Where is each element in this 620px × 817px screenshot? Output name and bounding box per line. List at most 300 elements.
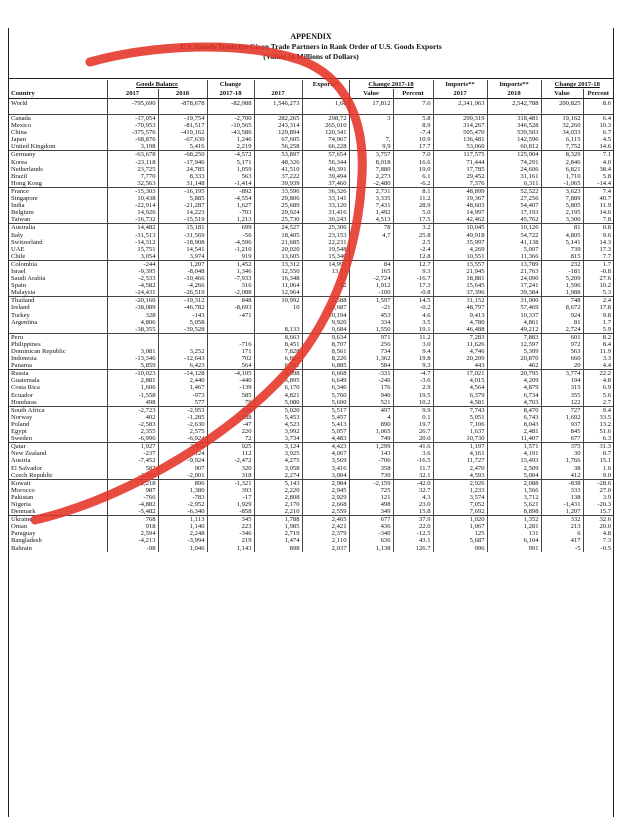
value-cell: 243,314 (254, 122, 302, 129)
value-cell: 328 (107, 312, 158, 319)
value-cell: 10,730 (433, 435, 487, 443)
value-cell: -16.7 (393, 275, 433, 282)
value-cell: 1,492 (349, 209, 393, 216)
value-cell: 14,223 (158, 209, 207, 216)
table-row (9, 99, 613, 109)
value-cell: 8,226 (302, 355, 349, 362)
value-cell: -14.4 (583, 180, 613, 188)
value-cell: 1,766 (541, 457, 583, 464)
value-cell: -20,160 (107, 297, 158, 305)
value-cell: 49,391 (302, 166, 349, 173)
table-row (9, 487, 613, 494)
value-cell: 5,051 (433, 414, 487, 421)
value-cell: -340 (349, 530, 393, 537)
value-cell: -246 (349, 377, 393, 384)
value-cell: 940 (349, 392, 393, 399)
value-cell: 3,623 (541, 187, 583, 195)
value-cell: 10,438 (107, 195, 158, 202)
value-cell: 3,335 (349, 195, 393, 202)
table-row (9, 268, 613, 275)
value-cell: 13,605 (254, 253, 302, 261)
value-cell: 4,593 (433, 472, 487, 480)
value-cell: 1,988 (541, 289, 583, 297)
value-cell: -2,533 (107, 275, 158, 282)
value-cell: 5,171 (207, 159, 254, 166)
value-cell: 2,440 (158, 377, 207, 384)
value-cell: 2,668 (302, 501, 349, 508)
appendix-page (8, 28, 614, 817)
value-cell: 8,329 (541, 151, 583, 159)
country-cell: Kuwait (9, 479, 107, 487)
value-cell: 3,992 (254, 428, 302, 435)
value-cell: 19,162 (541, 115, 583, 123)
value-cell: 7,376 (433, 180, 487, 188)
value-cell: 23,725 (107, 166, 158, 173)
table-row (9, 501, 613, 508)
value-cell: 727 (541, 406, 583, 414)
value-cell: 265,010 (302, 122, 349, 129)
value-cell: -38,089 (107, 304, 158, 311)
value-cell: 17.3 (583, 246, 613, 253)
value-cell: 5.8 (583, 173, 613, 180)
value-cell: 48,603 (433, 202, 487, 209)
value-cell: 5.3 (583, 289, 613, 297)
value-cell: 6,104 (487, 537, 541, 544)
country-cell: Qatar (9, 443, 107, 451)
value-cell: 436 (349, 523, 393, 530)
value-cell: 25,730 (254, 216, 302, 224)
table-row (9, 370, 613, 378)
value-cell: 1.6 (583, 465, 613, 472)
table-row (9, 450, 613, 457)
table-row (9, 516, 613, 524)
value-cell: 20 (541, 362, 583, 370)
value-cell: -12,643 (158, 355, 207, 362)
value-cell: -19,754 (158, 115, 207, 123)
value-cell: 5.9 (583, 326, 613, 334)
value-cell: 8,451 (254, 341, 302, 348)
table-row (9, 443, 613, 451)
value-cell: 49,212 (487, 326, 541, 334)
value-cell: 142,596 (487, 136, 541, 143)
value-cell: 890 (349, 421, 393, 428)
value-cell: 2,355 (107, 428, 158, 435)
value-cell: 1,627 (207, 202, 254, 209)
value-cell: -23,118 (107, 159, 158, 166)
value-cell: 2.7 (583, 399, 613, 407)
value-cell: 9,684 (302, 326, 349, 334)
value-cell: 9.4 (393, 348, 433, 355)
value-cell: -31,569 (158, 232, 207, 239)
value-cell: 971 (349, 333, 393, 341)
value-cell: 129,894 (254, 129, 302, 136)
value-cell: -4,213 (107, 537, 158, 544)
value-cell: 7,743 (433, 406, 487, 414)
value-cell: 2,731 (349, 187, 393, 195)
value-cell: -68,876 (107, 136, 158, 143)
value-cell: 52,522 (487, 187, 541, 195)
value-cell: -1,558 (107, 392, 158, 399)
country-cell: Egypt (11, 428, 27, 436)
value-cell: -2,583 (107, 421, 158, 428)
value-cell: 1,143 (207, 545, 254, 552)
value-cell: -67,630 (158, 136, 207, 143)
value-cell: 5,020 (254, 406, 302, 414)
value-cell: 1,065 (349, 428, 393, 435)
value-cell: 6,301 (254, 362, 302, 370)
table-row (9, 472, 613, 480)
value-cell: 412 (541, 472, 583, 480)
value-cell: -39,528 (158, 326, 207, 334)
table-row (9, 159, 613, 166)
value-cell: -9,395 (107, 268, 158, 275)
value-cell: 314,267 (433, 122, 487, 129)
table-row (9, 260, 613, 268)
value-cell: -2,630 (158, 421, 207, 428)
value-cell: 10,992 (254, 297, 302, 305)
value-cell: 4.8 (583, 530, 613, 537)
value-cell: 11,064 (254, 282, 302, 289)
value-cell: 32.7 (393, 487, 433, 494)
value-cell: 5,143 (254, 479, 302, 487)
value-cell: -3.6 (393, 377, 433, 384)
value-cell: 51.6 (583, 428, 613, 435)
value-cell: 11,727 (433, 457, 487, 464)
value-cell: 125,904 (487, 151, 541, 159)
value-cell: 16.6 (393, 159, 433, 166)
value-cell: 18,881 (433, 275, 487, 282)
value-cell: 6,311 (487, 180, 541, 188)
value-cell: 67,605 (254, 136, 302, 143)
value-cell: 25,689 (254, 202, 302, 209)
value-cell: 7.3 (583, 537, 613, 544)
country-cell: Singapore (11, 195, 38, 203)
value-cell: 1,692 (541, 414, 583, 421)
value-cell: -766 (107, 494, 158, 501)
value-cell: -6,924 (158, 435, 207, 443)
value-cell: 1,912 (349, 282, 393, 289)
value-cell: 13,312 (254, 260, 302, 268)
value-cell: 4,7 (349, 232, 393, 239)
country-cell: Ukraine (9, 516, 107, 524)
value-cell: 2,170 (254, 501, 302, 508)
value-cell: 2,929 (302, 494, 349, 501)
value-cell: 2,274 (254, 472, 302, 480)
value-cell: 12.7 (393, 260, 433, 268)
value-cell: 31,152 (433, 297, 487, 305)
country-cell: Brazil (11, 172, 28, 180)
value-cell: 6,998 (254, 370, 302, 378)
value-cell: 1,596 (541, 282, 583, 289)
value-cell: -230 (207, 406, 254, 414)
country-cell: Oman (11, 523, 28, 531)
value-cell: 27.0 (583, 487, 613, 494)
value-cell: 677 (349, 516, 393, 524)
table-row (9, 494, 613, 501)
value-cell: 1,207 (541, 508, 583, 516)
value-cell (207, 333, 254, 341)
value-cell: 584 (349, 362, 393, 370)
value-cell: -31,513 (107, 232, 158, 239)
value-cell: 1,140 (158, 523, 207, 530)
value-cell: 0.8 (583, 224, 613, 232)
value-cell: -24,431 (107, 289, 158, 297)
value-cell: 3,416 (302, 465, 349, 472)
value-cell: 8,663 (254, 333, 302, 341)
value-cell: 2,421 (302, 523, 349, 530)
value-cell: 4,067 (302, 450, 349, 457)
value-cell: 17,785 (433, 166, 487, 173)
value-cell: 5,621 (487, 501, 541, 508)
value-cell: 37,460 (302, 180, 349, 188)
value-cell: 2,559 (302, 508, 349, 516)
value-cell: 1,067 (433, 523, 487, 530)
value-cell: 937 (541, 421, 583, 428)
value-cell: 601 (541, 333, 583, 341)
exports-2017-header (254, 80, 302, 89)
value-cell: 2,195 (541, 209, 583, 216)
value-cell: 996 (433, 545, 487, 552)
value-cell: 0.7 (583, 450, 613, 457)
value-cell: 10.9 (393, 136, 433, 143)
table-row (9, 428, 613, 435)
value-cell: 126.7 (393, 545, 433, 552)
value-cell: -1,431 (541, 501, 583, 508)
value-cell: 9.8 (583, 312, 613, 319)
value-cell: 194 (541, 377, 583, 384)
value-cell: 41,510 (254, 166, 302, 173)
value-cell: 1,113 (158, 516, 207, 524)
value-cell: -331 (349, 370, 393, 378)
value-cell: -892 (207, 187, 254, 195)
table-row (9, 384, 613, 391)
value-cell (254, 312, 302, 319)
value-cell: 5,687 (433, 537, 487, 544)
table-row (9, 414, 613, 421)
value-cell: 3,569 (302, 457, 349, 464)
value-cell: 3,574 (433, 494, 487, 501)
value-cell: 15.7 (583, 508, 613, 516)
country-cell: India (11, 202, 25, 210)
table-row (9, 224, 613, 232)
table-row (9, 275, 613, 282)
value-cell: -237 (107, 450, 158, 457)
value-cell: -4,105 (207, 370, 254, 378)
value-cell: 15,340 (302, 253, 349, 261)
value-cell: 4,191 (487, 450, 541, 457)
value-cell: 15.1 (583, 457, 613, 464)
value-cell: 5.6 (583, 392, 613, 399)
value-cell: -795,690 (107, 99, 158, 109)
value-cell: 29,924 (254, 209, 302, 216)
value-cell: 5,058 (158, 319, 207, 326)
value-cell: -2,952 (158, 501, 207, 508)
value-cell: 2,210 (254, 508, 302, 516)
value-cell: 8,707 (302, 341, 349, 348)
country-cell: Morocco (11, 486, 35, 494)
value-cell: 497 (349, 406, 393, 414)
value-cell: 7, (349, 136, 393, 143)
value-cell: 46,488 (433, 326, 487, 334)
value-cell: 171 (207, 348, 254, 355)
country-cell: Peru (9, 333, 107, 341)
value-cell: 223 (207, 523, 254, 530)
table-row (9, 115, 613, 123)
country-cell: Bangladesh (11, 537, 42, 545)
value-cell: 2,852 (158, 443, 207, 451)
value-cell: 28.9 (393, 202, 433, 209)
value-cell: 848 (207, 297, 254, 305)
value-cell: 48,326 (254, 159, 302, 166)
value-cell: 66,228 (302, 143, 349, 151)
value-cell: 316 (207, 282, 254, 289)
value-cell: 702 (207, 355, 254, 362)
value-cell: 78 (349, 224, 393, 232)
value-cell: 4,703 (487, 399, 541, 407)
value-cell: 19.8 (393, 355, 433, 362)
value-cell: 3.9 (583, 494, 613, 501)
value-cell: 9.3 (393, 268, 433, 275)
table-row (9, 479, 613, 487)
country-cell: Italy (11, 231, 24, 239)
value-cell: 725 (349, 487, 393, 494)
value-cell: 21,763 (487, 268, 541, 275)
trade-table: Goods Balance Change Exports* Change 2017-18 Imports** Imports** Change 2017-18 Country 2017 2018 2017-18 2017 Value Percent 2017 2018 Value Percent World -795,690 -878,678 -82,988 1,546,273 1,66 17,812 7.6 2,341,963 2,542,788 200,825 8.6 Canada -17,054 -19,754 -2,700 282,265 298,72 3 5.8 299,319 318,481 19,162 6.4 Mexico -70,953 -81,517 -10,565 243,314 265,010 8.9 314,267 346,528 32,260 10.3 China -375,576 -419,162 -43,586 129,894 120,341 -7.4 505,470 539,503 34,033 6.7 Japan -68,876 -67,630 1,246 67,605 74,967 7, 10.9 136,481 142,596 6,115 4.5 United Kingdom 3,198 5,416 2,219 56,258 66,228 9,9 17.7 53,060 60,812 7,752 14.6 Germany -63,678 -68,250 -4,572 53,897 57,654 3,757 7.0 117,575 125,904 8,329 7.1 Korea -23,118 -17,946 5,171 48,326 56,344 8,018 16.6 71,444 74,291 2,846 4.0 Netherlands 23,725 24,785 1,059 41,510 49,391 7,880 19.0 17,785 24,606 6,821 38.4 Brazil 7,770 8,333 563 37,222 39,494 2,273 6.1 29,452 31,161 1,710 5.8 Hong Kong 32,563 31,148 -1,414 39,939 37,460 -2,480 -6.2 7,376 6,311 -1,065 -14.4 France -15,303 -16,195 -892 33,596 36,326 2,731 8.1 48,899 52,522 3,623 7.4 Singapore 10,438 5,885 -4,554 29,806 33,141 3,335 11.2 19,367 27,256 7,889 40.7 India -22,914 -21,287 1,627 25,689 33,120 7,431 28.9 48,603 54,407 5,805 11.9 Belgium 14,926 14,223 -703 29,924 31,416 1,492 5.0 14,997 17,193 2,195 14.6 Taiwan -16,732 -15,519 1,213 25,730 30,243 4,513 17.5 42,462 45,762 3,300 7.8 Australia 14,482 15,181 699 24,527 25,306 78 3.2 10,045 10,126 81 0.8 Italy -31,513 -31,569 -56 18,405 23,153 4,7 25.8 49,918 54,722 4,805 9.6 Switzerland -14,312 -18,908 -4,596 21,685 22,231 2.5 35,997 41,138 5,141 14.3 UAE 15,751 14,541 -1,210 20,020 19,548 -2.4 4,269 5,007 739 17.3 Chile 3,054 3,974 919 13,605 15,340 12.8 10,551 11,366 815 7.7 Colombia -244 1,207 1,452 13,312 14,996 84 12.7 13,557 13,789 232 1.7 Israel -9,395 -8,048 1,346 12,550 13,71 165 9.3 21,945 21,763 -181 -0.8 Saudi Arabia -2,533 -10,466 -7,933 16,348 13 -2,724 -16.7 18,881 24,090 5,209 27.6 Spain -4,582 -4,266 316 11,064 12 1,912 17.3 15,645 17,241 1,596 10.2 Malaysia -24,431 -26,519 -2,088 12,964 -100 -0.8 37,396 39,384 1,988 5.3 Thailand -20,160 -19,312 848 10,992 2,588 1,597 14.5 31,152 31,900 748 2.4 Ireland -38,089 -46,782 -8,693 10 10,687 -21 -0.2 48,797 57,469 8,672 17.8 Turkey 328 -143 -471 10,194 453 4.6 9,413 10,337 924 9.8 Argentina 4,806 5,058 9,920 334 3.5 4,780 4,861 81 1.7 -38,355 -39,528 8,133 9,684 1,550 19.1 46,488 49,212 2,724 5.9 Peru 8,663 9,634 971 11.2 7,283 7,883 601 8.2 Philippines -716 8,451 8,707 256 3.0 11,626 12,597 972 8.4 Dominican Republic 3,081 3,252 171 7,828 8,561 734 9.4 4,746 5,309 563 11.9 Indonesia -13,346 -12,643 702 6,864 8,226 1,362 19.8 20,209 20,870 660 3.3 Panama 5,859 6,423 564 6,301 6,885 584 9.3 443 462 20 4.4 Russia -10,023 -14,128 -4,105 6,998 6,668 -331 -4.7 17,021 20,795 3,774 22.2 Guatemala 2,881 2,440 -440 6,895 6,649 -246 -3.6 4,015 4,209 194 4.8 Costa Rica 1,606 1,467 -139 6,170 6,346 176 2.9 4,564 4,879 315 6.9 Ecuador -1,558 -973 585 4,821 5,760 940 19.5 6,379 6,734 355 5.6 Honduras 498 577 79 5,080 5,600 521 10.2 4,581 4,703 122 2.7 South Africa -2,723 -2,953 -230 5,020 5,517 497 9.9 7,743 8,470 727 9.4 Norway 402 -1,285 -1,688 5,453 5,457 4 0.1 5,051 6,743 1,692 33.5 Poland -2,583 -2,630 -47 4,523 5,413 890 19.7 7,106 8,043 937 13.2 Egypt 2,355 2,575 220 3,992 5,057 1,065 26.7 1,637 2,481 845 51.6 Sweden -6,996 -6,924 72 3,734 4,483 749 20.0 10,730 11,407 677 6.3 Qatar 1,927 2,852 925 3,124 4,423 1,299 41.6 1,197 1,571 375 31.3 New Zealand -237 -124 112 3,925 4,067 143 3.6 4,161 4,191 30 0.7 Austria -7,452 -9,924 -2,472 4,275 3,569 -706 -16.5 11,727 13,493 1,766 15.1 El Salvador 587 907 320 3,058 3,416 358 11.7 2,470 2,509 38 1.6 Czech Republic -2,319 -2,001 318 2,274 3,004 730 32.1 4,593 5,004 412 9.0 Kuwait 2,218 896 -1,321 5,143 2,984 -2,159 -42.0 2,926 2,088 -838 -28.6 Morocco 987 1,380 393 2,220 2,945 725 32.7 1,233 1,566 333 27.0 Pakistan -766 -783 -17 2,808 2,929 121 4.3 3,574 3,712 138 3.9 Nigeria -4,882 -2,952 1,929 2,170 2,668 498 23.0 7,052 5,621 -1,431 -20.3 Denmark -5,482 -6,340 -858 2,210 2,559 349 15.8 7,692 8,898 1,207 15.7 Ukraine 768 1,113 345 1,788 2,465 677 37.9 1,020 1,352 332 32.6 Oman 918 1,140 223 1,985 2,421 436 22.0 1,067 1,281 213 20.0 Paraguay 2,594 2,248 -346 2,719 2,379 -340 -12.5 125 131 6 4.8 Bangladesh -4,213 -3,994 219 1,474 2,110 636 43.1 5,687 6,104 417 7.3 Bahrain -98 1,046 1,143 898 2,037 1,138 126.7 996 991 -5 -0.5 (11, 81, 612, 552)
value-cell: 739 (541, 246, 583, 253)
country-cell: Paraguay (11, 530, 36, 538)
value-cell: -7.4 (393, 129, 433, 136)
value-cell: 5,453 (254, 414, 302, 421)
value-cell: -124 (158, 450, 207, 457)
value-cell: 8.9 (393, 122, 433, 129)
value-cell: 19.5 (393, 392, 433, 399)
value-cell: 9,9 (349, 143, 393, 151)
value-cell: -3,994 (158, 537, 207, 544)
value-cell: 0.1 (393, 414, 433, 421)
value-cell: 1,233 (433, 487, 487, 494)
value-cell: -703 (207, 209, 254, 216)
value-cell: 1,710 (541, 173, 583, 180)
value-cell: 27,256 (487, 195, 541, 202)
value-cell: 4,269 (433, 246, 487, 253)
value-cell: 9.6 (583, 232, 613, 239)
value-cell: -22,914 (107, 202, 158, 209)
value-cell: 220 (207, 428, 254, 435)
value-cell: 8,898 (487, 508, 541, 516)
value-cell: -143 (158, 312, 207, 319)
value-cell: 2,594 (107, 530, 158, 537)
value-cell: 10,551 (433, 253, 487, 261)
table-row (9, 457, 613, 464)
value-cell: 6.1 (393, 173, 433, 180)
country-cell: Taiwan (11, 216, 31, 224)
table-row (9, 348, 613, 355)
value-cell (349, 129, 393, 136)
value-cell: 2,379 (302, 530, 349, 537)
value-cell: 6,668 (302, 370, 349, 378)
value-cell: 1,467 (158, 384, 207, 391)
value-cell: -17 (207, 494, 254, 501)
value-cell: -2,953 (158, 406, 207, 414)
value-cell: 7.7 (583, 253, 613, 261)
value-cell: 5,413 (302, 421, 349, 428)
value-cell: 25,306 (302, 224, 349, 232)
value-cell: 8,043 (487, 421, 541, 428)
value-cell: 5,885 (158, 195, 207, 202)
value-cell: 8,333 (158, 173, 207, 180)
country-cell: Costa Rica (11, 384, 40, 392)
value-cell: 5,805 (541, 202, 583, 209)
value-cell: 10,126 (487, 224, 541, 232)
table-row (9, 253, 613, 261)
value-cell: 31,148 (158, 180, 207, 188)
table-row (9, 421, 613, 428)
value-cell: 14.3 (583, 239, 613, 246)
value-cell: 8.1 (393, 187, 433, 195)
value-cell: -46,782 (158, 304, 207, 311)
value-cell: 8.2 (583, 333, 613, 341)
appendix-label: APPENDIX (290, 32, 332, 41)
value-cell: -471 (207, 312, 254, 319)
value-cell: -139 (207, 384, 254, 391)
value-cell (207, 319, 254, 326)
value-cell: 925 (207, 443, 254, 451)
value-cell: 1,213 (207, 216, 254, 224)
table-row (9, 239, 613, 246)
value-cell: 17,193 (487, 209, 541, 216)
value-cell: 7,880 (349, 166, 393, 173)
value-cell: -10,565 (207, 122, 254, 129)
value-cell (302, 289, 349, 297)
value-cell: 10.2 (393, 399, 433, 407)
value-cell: -838 (541, 479, 583, 487)
value-cell: -1,285 (158, 414, 207, 421)
value-cell: -12.5 (393, 530, 433, 537)
value-cell: 2,470 (433, 465, 487, 472)
value-cell: -6,996 (107, 435, 158, 443)
value-cell: 4.3 (393, 494, 433, 501)
value-cell: 6,743 (487, 414, 541, 421)
value-cell: 6.3 (583, 435, 613, 443)
value-cell: 20,209 (433, 355, 487, 362)
value-cell: 4,483 (302, 435, 349, 443)
value-cell: 10.3 (583, 122, 613, 129)
value-cell: -783 (158, 494, 207, 501)
value-cell: 200,825 (541, 99, 583, 109)
value-cell: 6,649 (302, 377, 349, 384)
value-cell: 17.5 (393, 216, 433, 224)
country-cell: Argentina (11, 318, 38, 326)
table-row (9, 232, 613, 239)
value-cell: 1,985 (254, 523, 302, 530)
value-cell: 26.7 (393, 428, 433, 435)
table-row (9, 530, 613, 537)
value-cell: 924 (541, 312, 583, 319)
value-cell: 43.1 (393, 537, 433, 544)
value-cell: 564 (207, 362, 254, 370)
value-cell: 3,774 (541, 370, 583, 378)
value-cell: 2,808 (254, 494, 302, 501)
country-cell: Russia (9, 370, 107, 378)
country-cell: World (9, 99, 107, 109)
table-row (9, 289, 613, 297)
value-cell: 4,879 (487, 384, 541, 391)
value-cell: 74,291 (487, 159, 541, 166)
value-cell: 11,407 (487, 435, 541, 443)
value-cell: 19.0 (393, 166, 433, 173)
value-cell: 18,405 (254, 232, 302, 239)
country-cell: Germany (9, 151, 107, 159)
